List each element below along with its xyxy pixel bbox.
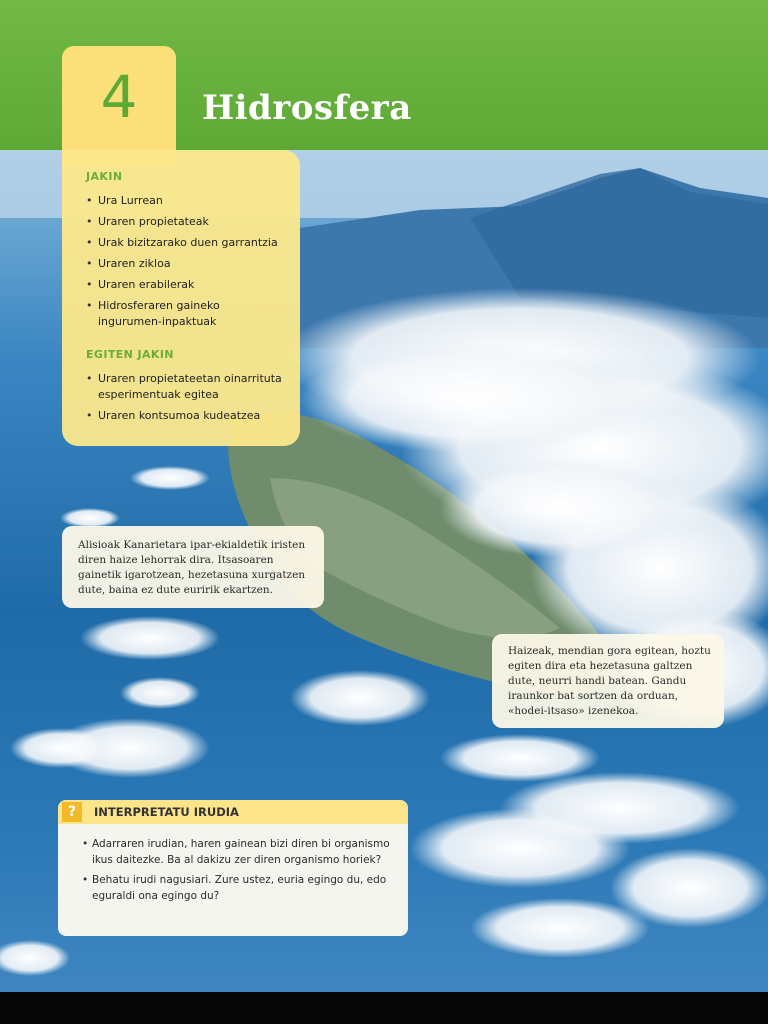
interpret-image-box: [58, 800, 408, 936]
question-mark-icon: ?: [62, 802, 82, 822]
list-item: • Ura Lurrean: [98, 193, 286, 209]
list-item: • Uraren kontsumoa kudeatzea: [98, 408, 286, 424]
know-list: [86, 193, 286, 330]
interpret-questions: [92, 836, 392, 908]
list-item: • Adarraren irudian, haren gainean bizi diren bi organismo ikus daitezke. Ba al dakizu zer diren organismo horiek?: [92, 836, 392, 868]
list-item: • Uraren propietateak: [98, 214, 286, 230]
chapter-number: 4: [100, 63, 138, 131]
chapter-title: Hidrosfera: [202, 88, 412, 128]
list-item: • Urak bizitzarako duen garrantzia: [98, 235, 286, 251]
skills-list: [86, 371, 286, 424]
list-item: • Hidrosferaren gaineko ingurumen-inpaktuak: [98, 298, 286, 330]
know-heading: JAKIN: [86, 170, 123, 183]
list-item: • Uraren propietateetan oinarrituta esperimentuak egitea: [98, 371, 286, 403]
list-item: • Uraren erabilerak: [98, 277, 286, 293]
trade-winds-caption: Alisioak Kanarietara ipar-ekialdetik iristen diren haize lehorrak dira. Itsasoaren gainetik igarotzean, hezetasuna xurgatzen dute, baina ez dute euririk ekartzen.: [62, 526, 324, 608]
list-item: • Uraren zikloa: [98, 256, 286, 272]
scan-bottom-edge: [0, 992, 768, 1024]
list-item: • Behatu irudi nagusiari. Zure ustez, euria egingo du, edo eguraldi ona egingo du?: [92, 872, 392, 904]
learning-objectives-card: [62, 150, 300, 446]
skills-heading: EGITEN JAKIN: [86, 348, 174, 361]
interpret-title: INTERPRETATU IRUDIA: [94, 805, 239, 819]
sea-of-clouds-caption: Haizeak, mendian gora egitean, hoztu egiten dira eta hezetasuna galtzen dute, neurri handi batean. Gandu iraunkor bat sortzen da orduan, «hodei-itsaso» izenekoa.: [492, 634, 724, 728]
